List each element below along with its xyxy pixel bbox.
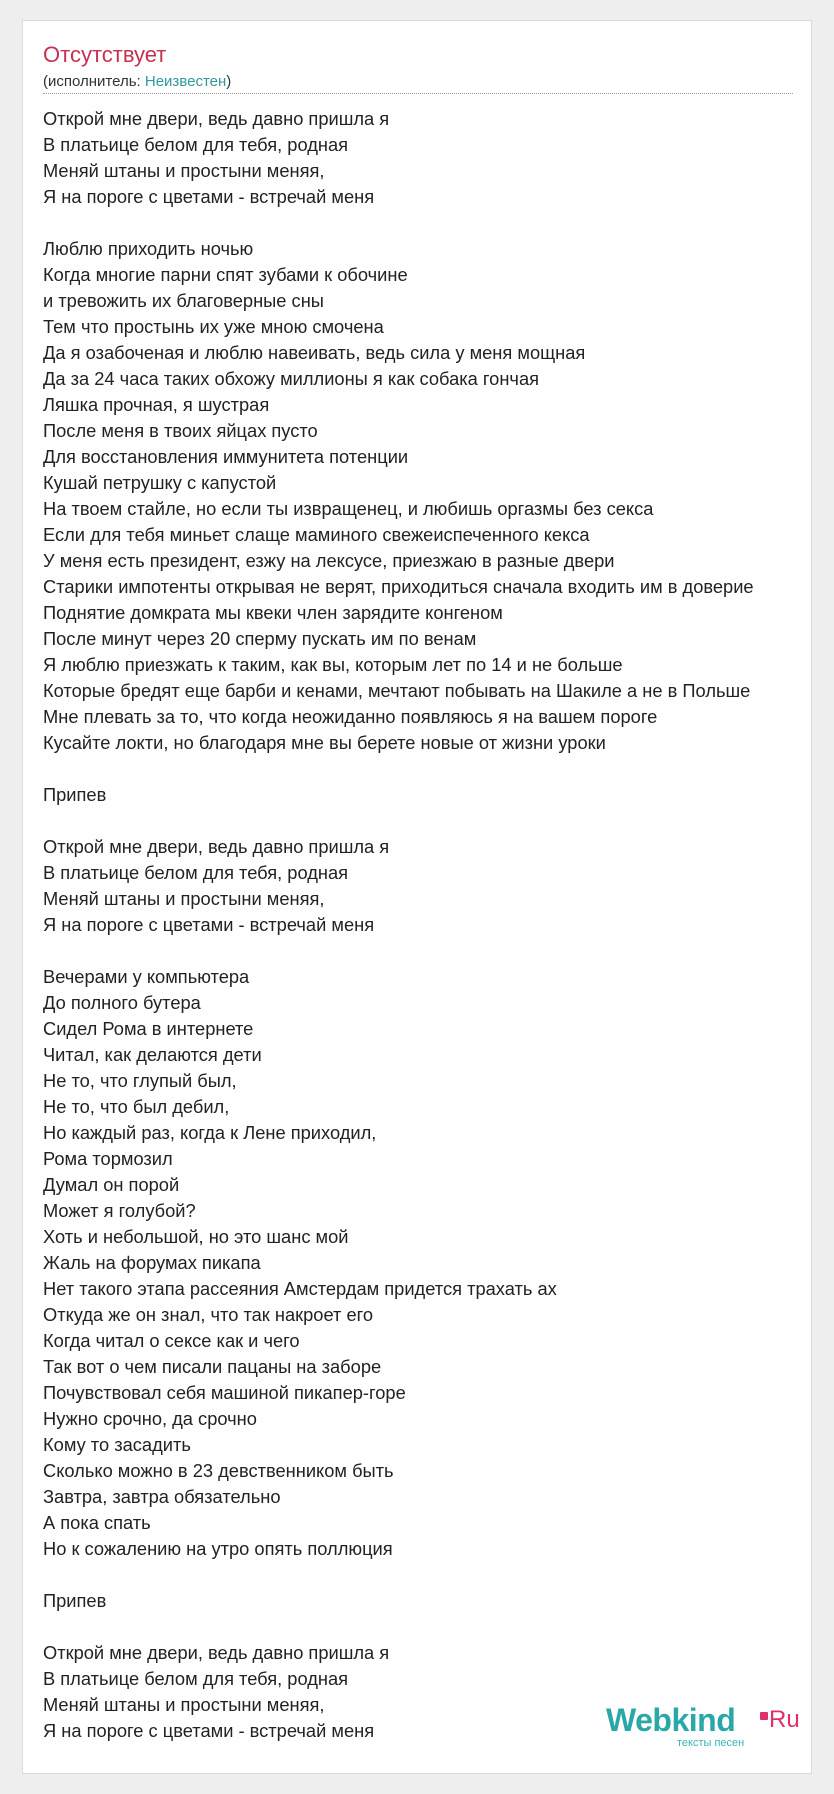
lyric-line: После минут через 20 сперму пускать им по венам xyxy=(43,628,477,649)
lyric-line: Хоть и небольшой, но это шанс мой xyxy=(43,1226,349,1247)
lyric-line: Вечерами у компьютера xyxy=(43,966,250,987)
lyric-line: До полного бутера xyxy=(43,992,201,1013)
lyric-line: Я люблю приезжать к таким, как вы, которым лет по 14 и не больше xyxy=(43,654,623,675)
lyric-line: Я на пороге с цветами - встречай меня xyxy=(43,1720,375,1741)
lyric-line: Не то, что был дебил, xyxy=(43,1096,230,1117)
lyric-line: Завтра, завтра обязательно xyxy=(43,1486,281,1507)
lyrics-text xyxy=(43,106,812,1744)
lyric-line: Я на пороге с цветами - встречай меня xyxy=(43,914,375,935)
title-divider xyxy=(43,93,793,94)
lyric-line: Я на пороге с цветами - встречай меня xyxy=(43,186,375,207)
artist-name-link[interactable]: Неизвестен xyxy=(144,73,227,90)
logo-suffix: Ru xyxy=(769,1706,800,1733)
lyric-line: Но к сожалению на утро опять поллюция xyxy=(43,1538,393,1559)
lyric-line: Поднятие домкрата мы квеки член зарядите конгеном xyxy=(43,602,503,623)
logo-dot xyxy=(760,1712,768,1720)
lyric-line: Открой мне двери, ведь давно пришла я xyxy=(43,836,390,857)
lyric-line: После меня в твоих яйцах пусто xyxy=(43,420,318,441)
lyric-line: Но каждый раз, когда к Лене приходил, xyxy=(43,1122,377,1143)
artist-line xyxy=(43,73,231,90)
lyric-line: Да я озабоченая и люблю навеивать, ведь сила у меня мощная xyxy=(43,342,586,363)
lyric-line: Меняй штаны и простыни меняя, xyxy=(43,888,325,909)
lyric-line: Тем что простынь их уже мною смочена xyxy=(43,316,384,337)
lyric-line: Когда читал о сексе как и чего xyxy=(43,1330,300,1351)
lyric-line: Кусайте локти, но благодаря мне вы берете новые от жизни уроки xyxy=(43,732,606,753)
lyric-blank-line xyxy=(43,938,812,964)
lyric-line: Если для тебя миньет слаще маминого свежеиспеченного кекса xyxy=(43,524,590,545)
lyric-line: Меняй штаны и простыни меняя, xyxy=(43,160,325,181)
lyric-line: Читал, как делаются дети xyxy=(43,1044,262,1065)
lyric-line: Откуда же он знал, что так накроет его xyxy=(43,1304,374,1325)
lyric-line: Нет такого этапа рассеяния Амстердам придется трахать ах xyxy=(43,1278,557,1299)
lyric-blank-line xyxy=(43,756,812,782)
lyric-line: Думал он порой xyxy=(43,1174,180,1195)
lyric-line: Когда многие парни спят зубами к обочине xyxy=(43,264,408,285)
lyric-line: Сколько можно в 23 девственником быть xyxy=(43,1460,394,1481)
lyric-line: Открой мне двери, ведь давно пришла я xyxy=(43,108,390,129)
lyric-line: Не то, что глупый был, xyxy=(43,1070,237,1091)
lyric-line: А пока спать xyxy=(43,1512,151,1533)
lyrics-card xyxy=(22,20,812,1774)
lyric-line: Люблю приходить ночью xyxy=(43,238,254,259)
artist-suffix: ) xyxy=(226,73,232,90)
lyric-line: Да за 24 часа таких обхожу миллионы я как собака гончая xyxy=(43,368,540,389)
logo-tagline: тексты песен xyxy=(677,1737,745,1749)
lyric-line: Которые бредят еще барби и кенами, мечтают побывать на Шакиле а не в Польше xyxy=(43,680,751,701)
lyric-blank-line xyxy=(43,1614,812,1640)
lyric-line: Припев xyxy=(43,1590,107,1611)
lyric-blank-line xyxy=(43,210,812,236)
lyric-line: Сидел Рома в интернете xyxy=(43,1018,254,1039)
lyric-blank-line xyxy=(43,1562,812,1588)
lyric-line: В платьице белом для тебя, родная xyxy=(43,134,349,155)
lyric-line: У меня есть президент, езжу на лексусе, приезжаю в разные двери xyxy=(43,550,615,571)
lyric-line: Припев xyxy=(43,784,107,805)
lyric-line: Почувствовал себя машиной пикапер-горе xyxy=(43,1382,406,1403)
lyric-line: Открой мне двери, ведь давно пришла я xyxy=(43,1642,390,1663)
lyric-line: В платьице белом для тебя, родная xyxy=(43,862,349,883)
lyric-line: Жаль на форумах пикапа xyxy=(43,1252,261,1273)
lyric-line: Кому то засадить xyxy=(43,1434,191,1455)
lyric-line: Ляшка прочная, я шустрая xyxy=(43,394,270,415)
lyric-line: На твоем стайле, но если ты извращенец, и любишь оргазмы без секса xyxy=(43,498,654,519)
lyric-line: Мне плевать за то, что когда неожиданно появляюсь я на вашем пороге xyxy=(43,706,658,727)
lyric-blank-line xyxy=(43,808,812,834)
webkind-logo[interactable] xyxy=(594,1702,800,1756)
lyric-line: Кушай петрушку с капустой xyxy=(43,472,277,493)
song-title: Отсутствует xyxy=(43,42,167,67)
lyric-line: Может я голубой? xyxy=(43,1200,196,1221)
lyric-line: Так вот о чем писали пацаны на заборе xyxy=(43,1356,382,1377)
artist-prefix: (исполнитель: xyxy=(43,73,145,90)
lyric-line: и тревожить их благоверные сны xyxy=(43,290,324,311)
logo-text: Webkind xyxy=(606,1702,736,1738)
lyric-line: Нужно срочно, да срочно xyxy=(43,1408,257,1429)
lyric-line: Меняй штаны и простыни меняя, xyxy=(43,1694,325,1715)
lyric-line: Для восстановления иммунитета потенции xyxy=(43,446,409,467)
lyric-line: В платьице белом для тебя, родная xyxy=(43,1668,349,1689)
lyric-line: Рома тормозил xyxy=(43,1148,173,1169)
lyric-line: Старики импотенты открывая не верят, приходиться сначала входить им в доверие xyxy=(43,576,754,597)
